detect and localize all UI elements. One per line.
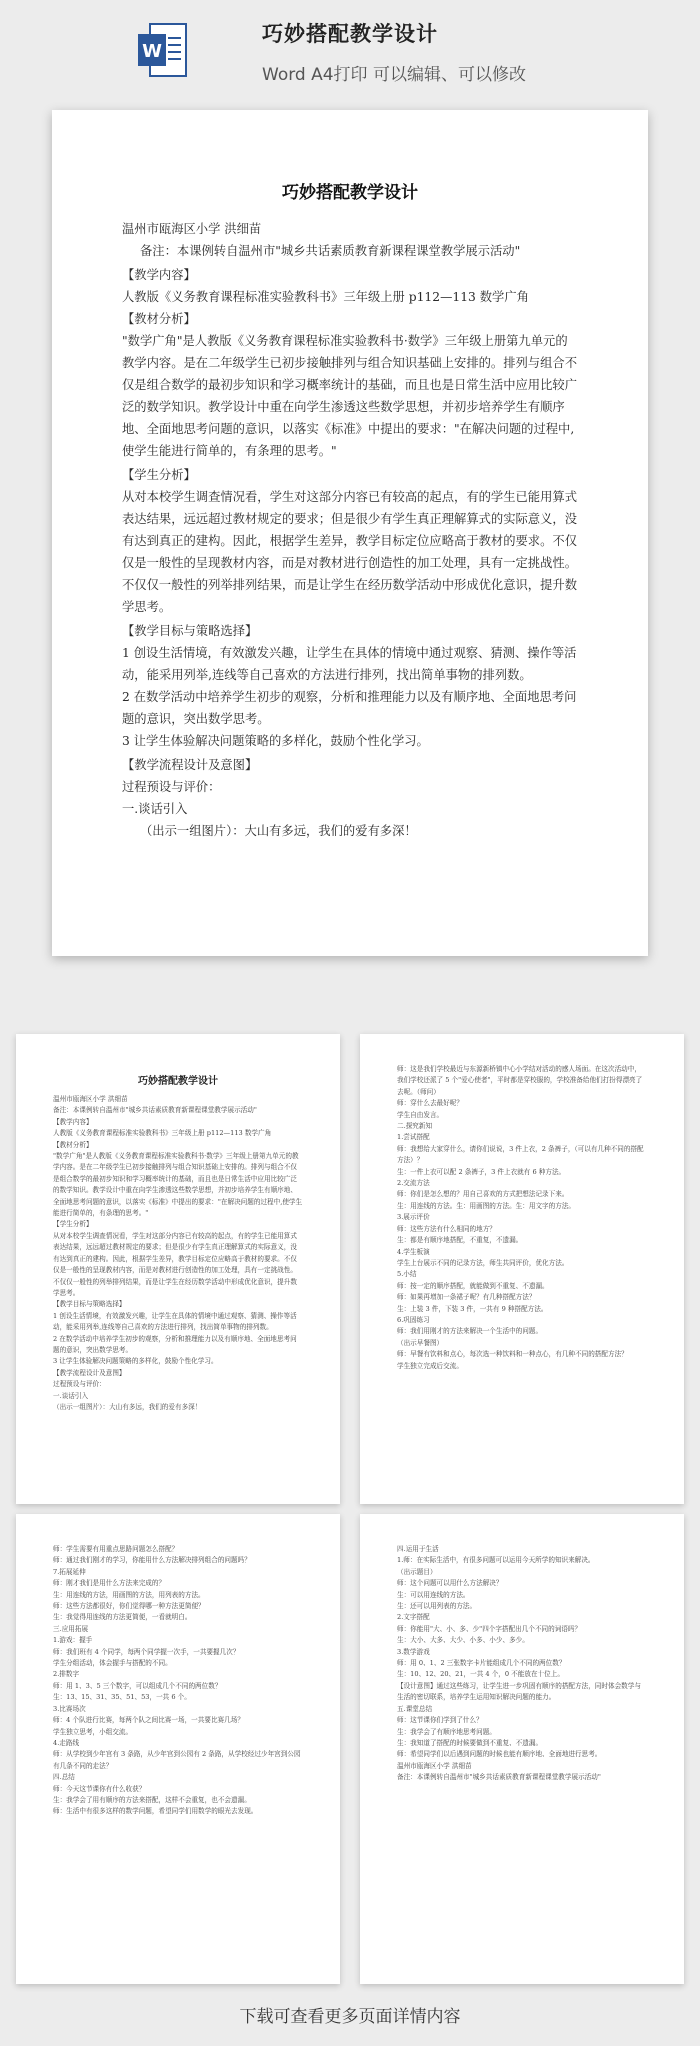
thumbnail-line: 生：用连线的方法，用画图的方法，用列表的方法。 xyxy=(53,1590,205,1599)
thumbnail-line: 【设计意图】通过这些练习，让学生进一步巩固有顺序的搭配方法，同时体会数学与生活的密切联系，培养学生运用知识解决问题的能力。 xyxy=(397,1681,641,1702)
thumbnail-line: 生：13、15、31、35、51、53，一共 6 个。 xyxy=(53,1693,191,1702)
thumbnail-line: 过程预设与评价： xyxy=(53,1380,106,1389)
thumbnail-line: 【学生分析】 xyxy=(53,1220,93,1229)
thumbnail-line: 4.走路线 xyxy=(53,1738,80,1747)
thumbnail-page-2[interactable] xyxy=(360,1034,684,1504)
thumbnail-line: （出示早餐图） xyxy=(397,1338,444,1347)
document-author: 温州市瓯海区小学 洪细苗 xyxy=(122,222,262,236)
thumbnail-line: 师：如果再增加一条裙子呢？有几种搭配方法？ xyxy=(397,1293,536,1302)
paragraph: "数学广角"是人教版《义务教育课程标准实验教科书·数学》三年级上册第九单元的教学内容。是在二年级学生已初步接触排列与组合知识基础上安排的。排列与组合不仅是组合数学的最初步知识和学习概率统计的基础，而且也是日常生活中应用比较广泛的数学知识。教学设计中重在向学生渗透这些数学思想，并初步培养学生有顺序地、全面地思考问题的意识，以落实《标准》中提出的要求："在解决问题的过程中,使学生能进行简单的，有条理的思考。" xyxy=(122,334,577,458)
thumbnail-line: 二.探究新知 xyxy=(397,1122,433,1131)
thumbnail-line: 生：用连线的方法。生：用画图的方法。生：用文字的方法。 xyxy=(397,1201,576,1210)
thumbnail-line: 师：学生需要有用重点思路问题怎么搭配？ xyxy=(53,1545,179,1553)
thumbnail-line: 从对本校学生调查情况看，学生对这部分内容已有较高的起点，有的学生已能用算式表达结果，远远超过教材规定的要求；但是很少有学生真正理解算式的实际意义，没有达到真正的建构。因此，根据学生差异，教学目标定位应略高于教材的要求。不仅仅是一般性的呈现教材内容，而是对教材进行创造性的加工处理，具有一定挑战性。不仅仅一般性的列举排列结果，而是让学生在经历数学活动中形成优化意识，提升数学思考。 xyxy=(53,1231,297,1297)
thumbnail-line: 3 让学生体验解决问题策略的多样化，鼓励个性化学习。 xyxy=(53,1357,218,1366)
thumbnail-line: 3.比赛场次 xyxy=(53,1704,86,1713)
paragraph: 人教版《义务教育课程标准实验教科书》三年级上册 p112—113 数学广角 xyxy=(122,290,529,304)
thumbnail-line: 师：这些方法有什么相同的地方？ xyxy=(397,1224,496,1233)
thumbnail-line: 人教版《义务教育课程标准实验教科书》三年级上册 p112—113 数学广角 xyxy=(53,1129,272,1138)
paragraph: 3 让学生体验解决问题策略的多样化，鼓励个性化学习。 xyxy=(122,734,429,748)
thumbnail-line: 生：一件上衣可以配 2 条裤子，3 件上衣就有 6 种方法。 xyxy=(397,1167,566,1176)
thumbnail-line: 四.运用于生活 xyxy=(397,1545,439,1553)
download-more-link[interactable]: 下载可查看更多页面详情内容 xyxy=(239,2007,461,2027)
thumbnail-line: 4.学生板演 xyxy=(397,1247,430,1256)
thumbnail-line: 师：你们是怎么想的？用自己喜欢的方式把想法记录下来。 xyxy=(397,1190,569,1199)
thumbnail-line: 师：穿什么去最好呢？ xyxy=(397,1099,463,1108)
thumbnail-line: 学生独立完成后交流。 xyxy=(397,1361,463,1370)
thumbnail-body xyxy=(397,1544,647,1784)
paragraph: 1 创设生活情境，有效激发兴趣，让学生在具体的情境中通过观察、猜测、操作等活动，能采用列举,连线等自己喜欢的方法进行排列，找出简单事物的排列数。 xyxy=(122,646,577,682)
thumbnail-line: 师：希望同学们以后遇到问题的时候也能有顺序地、全面地进行思考。 xyxy=(397,1750,602,1759)
thumbnail-line: 温州市瓯海区小学 洪细苗 xyxy=(397,1761,472,1770)
thumbnail-line: 师：我想给大家穿什么，请你们说说，3 件上衣，2 条裤子，（可以有几种不同的搭配方法）？ xyxy=(397,1144,644,1165)
thumbnail-line: 师：你能用"大、小、多、少"四个字搭配出几个不同的词语吗？ xyxy=(397,1624,582,1633)
thumbnail-line: 7.拓展延伸 xyxy=(53,1567,86,1576)
thumbnail-line: 生：10、12、20、21，一共 4 个，0 不能放在十位上。 xyxy=(397,1670,564,1679)
thumbnail-line: 师：这节课你们学到了什么？ xyxy=(397,1716,483,1725)
thumbnail-line: 【教学目标与策略选择】 xyxy=(53,1300,126,1309)
thumbnail-line: 四.总结 xyxy=(53,1773,75,1782)
thumbnail-line: 生：都是有顺序地搭配，不重复，不遗漏。 xyxy=(397,1236,523,1245)
thumbnail-line: 2.交流方法 xyxy=(397,1179,430,1188)
thumbnail-line: 师：用 0、1、2 三张数字卡片能组成几个不同的两位数？ xyxy=(397,1659,566,1668)
page-subtitle: Word A4打印 可以编辑、可以修改 xyxy=(262,65,526,85)
page-title: 巧妙搭配教学设计 xyxy=(262,22,438,46)
section-heading: 【教学流程设计及意图】 xyxy=(122,758,258,772)
thumbnail-line: 师：按一定的顺序搭配，就能做到不重复、不遗漏。 xyxy=(397,1281,549,1290)
thumbnail-line: 生：可以用连线的方法。 xyxy=(397,1590,470,1599)
thumbnail-line: 1.游戏：握手 xyxy=(53,1636,93,1645)
thumbnail-line: 师：早餐有饮料和点心，每次选一种饮料和一种点心，有几种不同的搭配方法？ xyxy=(397,1350,628,1359)
thumbnail-page-1[interactable] xyxy=(16,1034,340,1504)
thumbnail-line: 生：我觉得用连线的方法更简便，一看就明白。 xyxy=(53,1613,192,1622)
thumbnail-line: 师：生活中有很多这样的数学问题，希望同学们用数学的眼光去发现。 xyxy=(53,1807,258,1816)
thumbnail-line: 生：上装 3 件，下装 3 件，一共有 9 种搭配方法。 xyxy=(397,1304,548,1313)
paragraph: 一.谈话引入 xyxy=(122,802,188,816)
word-icon-letter: W xyxy=(142,41,162,62)
word-document-icon xyxy=(138,20,188,80)
thumbnail-line: 生：我知道了搭配的时候要做到不重复、不遗漏。 xyxy=(397,1738,543,1747)
section-heading: 【教学内容】 xyxy=(122,268,196,282)
thumbnail-line: （出示题目） xyxy=(397,1567,437,1576)
thumbnail-line: 师：从学校到少年宫有 3 条路，从少年宫到公园有 2 条路，从学校经过少年宫到公园有几条不同的走法？ xyxy=(53,1750,301,1770)
thumbnail-body xyxy=(53,1074,303,1413)
thumbnail-line: 生：我学会了有顺序地思考问题。 xyxy=(397,1727,496,1736)
thumbnail-line: 3.展示评价 xyxy=(397,1213,430,1222)
thumbnail-line: 备注：本课例转自温州市"城乡共话素质教育新课程课堂教学展示活动" xyxy=(397,1773,601,1782)
document-note: 备注：本课例转自温州市"城乡共话素质教育新课程课堂教学展示活动" xyxy=(140,244,521,258)
thumbnail-line: 五.课堂总结 xyxy=(397,1704,433,1713)
thumbnail-line: 师：这是我们学校最近与东源新桥镇中心小学结对活动的感人场面。在这次活动中，我们学校还派了 5 个"爱心使者"，平时都是穿校服的，学校准备给他们打扮得漂亮了去呢。（师问） xyxy=(397,1065,643,1096)
thumbnail-line: （出示一组图片）：大山有多远，我们的爱有多深！ xyxy=(53,1402,202,1411)
thumbnail-line: 6.巩固练习 xyxy=(397,1315,430,1324)
document-title: 巧妙搭配教学设计 xyxy=(282,183,418,203)
thumbnail-line: 【教学流程设计及意图】 xyxy=(53,1368,126,1377)
thumbnail-line: 2 在数学活动中培养学生初步的观察，分析和推理能力以及有顺序地、全面地思考问题的意识，突出数学思考。 xyxy=(53,1334,297,1354)
document-page-preview xyxy=(52,110,648,956)
thumbnail-line: 学生自由发言。 xyxy=(397,1110,444,1119)
thumbnail-line: 师：这个问题可以用什么方法解决？ xyxy=(397,1579,503,1588)
thumbnail-page-3[interactable] xyxy=(16,1514,340,1984)
thumbnail-line: 学生分组活动，体会握手与搭配的不同。 xyxy=(53,1659,172,1668)
document-body xyxy=(122,180,578,842)
thumbnail-title: 巧妙搭配教学设计 xyxy=(138,1076,218,1087)
thumbnail-line: 5.小结 xyxy=(397,1270,417,1279)
thumbnail-line: 1.师：在实际生活中，有很多问题可以运用今天所学的知识来解决。 xyxy=(397,1556,595,1565)
thumbnail-line: 师：我们班有 4 个同学，每两个同学握一次手，一共要握几次？ xyxy=(53,1647,240,1656)
thumbnail-line: 师：这些方法都很好，你们觉得哪一种方法更简便？ xyxy=(53,1602,205,1611)
thumbnail-line: 2.排数字 xyxy=(53,1670,80,1679)
header xyxy=(0,0,700,100)
thumbnail-line: 3.数学游戏 xyxy=(397,1647,430,1656)
thumbnail-line: 温州市瓯海区小学 洪细苗 xyxy=(53,1095,128,1103)
thumbnail-line: 师：今天这节课你有什么收获？ xyxy=(53,1784,146,1793)
thumbnail-body xyxy=(53,1544,303,1818)
thumbnail-line: 师：刚才我们是用什么方法来完成的？ xyxy=(53,1579,166,1588)
thumbnail-line: 师：我们用刚才的方法来解决一个生活中的问题。 xyxy=(397,1327,543,1336)
thumbnail-line: "数学广角"是人教版《义务教育课程标准实验教科书·数学》三年级上册第九单元的教学内容。是在二年级学生已初步接触排列与组合知识基础上安排的。排列与组合不仅是组合数学的最初步知识和学习概率统计的基础，而且也是日常生活中应用比较广泛的数学知识。教学设计中重在向学生渗透这些数学思想，并初步培养学生有顺序地、全面地思考问题的意识，以落实《标准》中提出的要求："在解决问题的过程中,使学生能进行简单的，有条理的思考。" xyxy=(53,1152,303,1218)
thumbnail-line: 2.文字搭配 xyxy=(397,1613,430,1622)
thumbnail-line: 【教材分析】 xyxy=(53,1140,93,1149)
thumbnail-line: 生：大小、大多、大少、小多、小少、多少。 xyxy=(397,1636,529,1645)
thumbnail-line: 1 创设生活情境，有效激发兴趣，让学生在具体的情境中通过观察、猜测、操作等活动，能采用列举,连线等自己喜欢的方法进行排列，找出简单事物的排列数。 xyxy=(53,1311,297,1332)
paragraph: 从对本校学生调查情况看，学生对这部分内容已有较高的起点，有的学生已能用算式表达结果，远远超过教材规定的要求；但是很少有学生真正理解算式的实际意义，没有达到真正的建构。因此，根据学生差异，教学目标定位应略高于教材的要求。不仅仅是一般性的呈现教材内容，而是对教材进行创造性的加工处理，具有一定挑战性。不仅仅一般性的列举排列结果，而是让学生在经历数学活动中形成优化意识，提升数学思考。 xyxy=(122,490,577,614)
paragraph: （出示一组图片）：大山有多远，我们的爱有多深！ xyxy=(140,824,417,838)
thumbnail-line: 备注：本课例转自温州市"城乡共话素质教育新课程课堂教学展示活动" xyxy=(53,1106,257,1115)
paragraph: 2 在数学活动中培养学生初步的观察，分析和推理能力以及有顺序地、全面地思考问题的意识，突出数学思考。 xyxy=(122,690,577,726)
thumbnail-line: 师：通过我们刚才的学习，你能用什么方法解决排列组合的问题吗？ xyxy=(53,1556,251,1565)
thumbnail-page-4[interactable] xyxy=(360,1514,684,1984)
thumbnail-line: 学生上台展示不同的记录方法，师生共同评价，优化方法。 xyxy=(397,1258,569,1267)
thumbnail-line: 【教学内容】 xyxy=(53,1117,93,1126)
thumbnail-line: 生：我学会了用有顺序的方法来搭配，这样不会重复，也不会遗漏。 xyxy=(53,1795,251,1804)
thumbnail-line: 师：用 1、3、5 三个数字，可以组成几个不同的两位数？ xyxy=(53,1681,222,1690)
thumbnail-body xyxy=(397,1064,647,1372)
thumbnail-line: 学生独立思考，小组交流。 xyxy=(53,1727,133,1736)
thumbnail-line: 三.应用拓展 xyxy=(53,1624,89,1633)
section-heading: 【教材分析】 xyxy=(122,312,196,326)
thumbnail-line: 生：还可以用列表的方法。 xyxy=(397,1602,477,1611)
section-heading: 【学生分析】 xyxy=(122,468,196,482)
thumbnail-line: 1.尝试搭配 xyxy=(397,1133,430,1142)
thumbnail-line: 一.谈话引入 xyxy=(53,1391,89,1400)
paragraph: 过程预设与评价： xyxy=(122,780,221,794)
thumbnail-line: 师：4 个队进行比赛，每两个队之间比赛一场，一共要比赛几场？ xyxy=(53,1716,244,1725)
section-heading: 【教学目标与策略选择】 xyxy=(122,624,258,638)
